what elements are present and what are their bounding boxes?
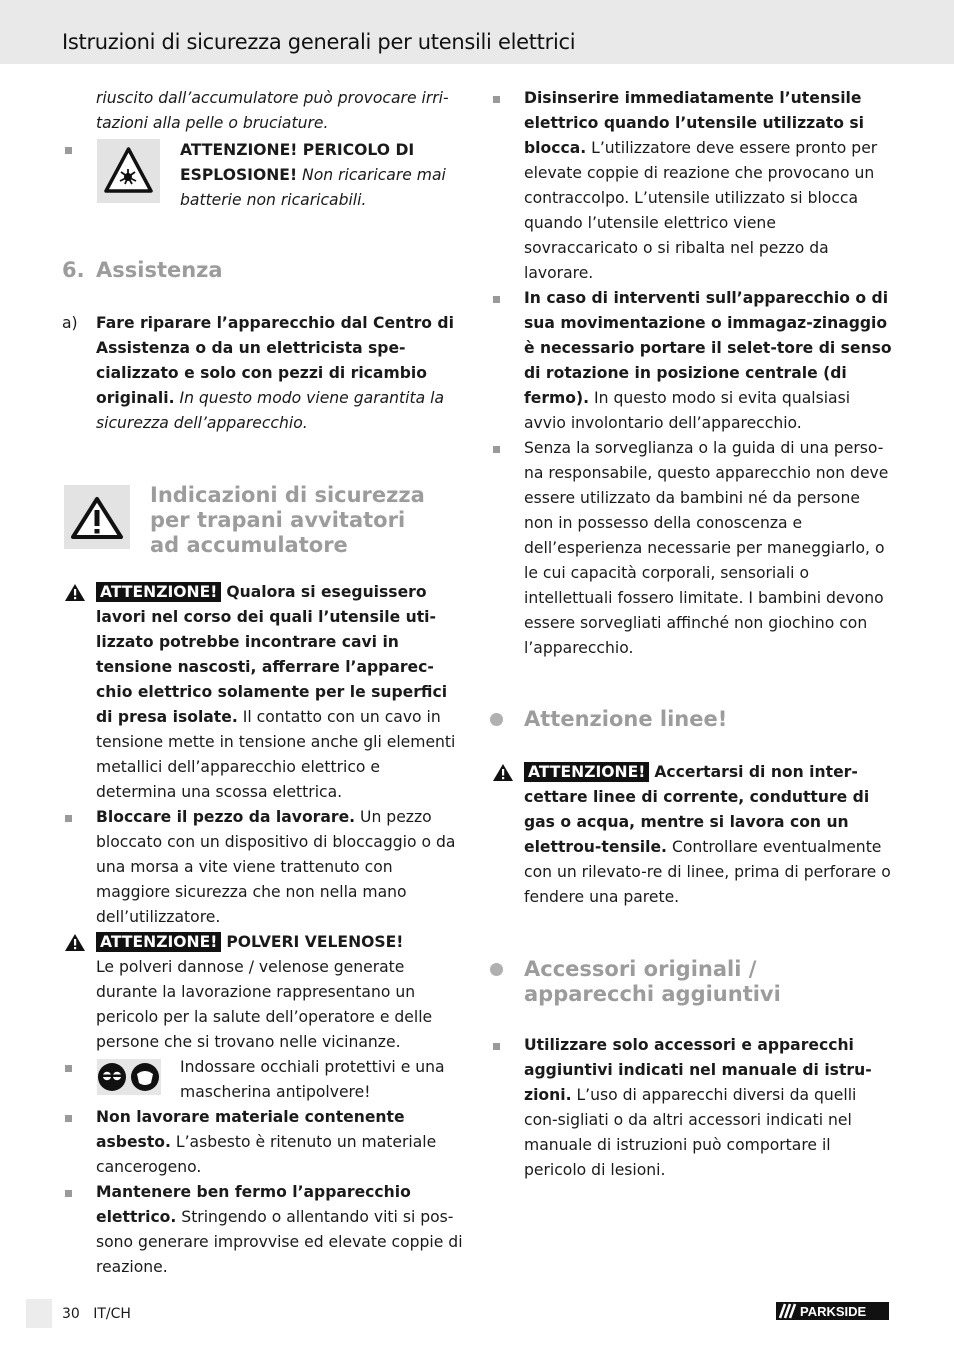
block-text: Un pezzo bloccato con un dispositivo di bloccaggio o da una morsa a vite viene trattenuto con maggiore sicurezza che non nella mano dell’utilizzatore. xyxy=(96,808,456,926)
warning-triangle-icon xyxy=(492,763,514,782)
footer-page xyxy=(62,1306,131,1322)
assist-title: Assistenza xyxy=(96,258,223,282)
r3-text: Senza la sorveglianza o la guida di una perso-na responsabile, questo apparecchio non deve essere utilizzato da bambini né da persone non in possesso della conoscenza e dell’esperienza necessarie per maneggiarlo, o le cui capacità corporali, sensoriali o intellettuali fossero limitate. I bambini devono essere sorvegliati affinché non giochino con l’apparecchio. xyxy=(524,439,889,657)
explosion-warning xyxy=(62,138,464,209)
goggles-item xyxy=(62,1055,464,1105)
explosion-note: Non ricaricare mai batterie non ricaricabili. xyxy=(180,166,446,209)
page-number: 30 xyxy=(62,1306,80,1322)
brand-name: PARKSIDE xyxy=(800,1304,867,1319)
bullet xyxy=(493,96,500,103)
list-item xyxy=(62,311,464,436)
list-item xyxy=(490,436,892,661)
bullet xyxy=(65,147,72,154)
explosion-icon xyxy=(97,139,160,203)
goggles-icon xyxy=(98,1063,126,1091)
assist-number: 6. xyxy=(62,258,85,282)
section-dot xyxy=(490,963,503,976)
item-a-note: In questo modo viene garantita la sicurezza dell’apparecchio. xyxy=(96,389,444,432)
attention-badge: ATTENZIONE! xyxy=(524,762,649,782)
list-item xyxy=(62,1180,464,1280)
cable-warning-bold: Qualora si eseguissero lavori nel corso dei quali l’utensile uti-lizzato potrebbe incontrare cavi in tensione nascosti, afferrare l’apparec-chio elettrico solamente per le superfici di presa isolate. xyxy=(96,583,448,726)
section-heading-block xyxy=(62,480,464,570)
acc-text: L’uso di apparecchi diversi da quelli con-sigliati o da altri accessori indicati nel manuale di istruzioni può comportare il pericolo di lesioni. xyxy=(524,1086,857,1179)
list-item xyxy=(490,86,892,286)
item-marker: a) xyxy=(62,314,78,332)
lines-text: Controllare eventualmente con un rilevato-re di linee, prima di perforare o fendere una parete. xyxy=(524,838,891,906)
lines-bold: Accertarsi di non inter-cettare linee di corrente, condutture di gas o acqua, mentre si lavora con un elettrou-tensile. xyxy=(524,763,870,856)
r2-bold: In caso di interventi sull’apparecchio o di sua movimentazione o immagaz-zinaggio è necessario portare il selet-tore di senso di rotazione in posizione centrale (di fermo). xyxy=(524,289,892,407)
asbestos-bold: Non lavorare materiale contenente asbesto. xyxy=(96,1108,405,1151)
language-code: IT/CH xyxy=(93,1306,131,1322)
r1-bold: Disinserire immediatamente l’utensile elettrico quando l’utensile utilizzato si blocca. xyxy=(524,89,864,157)
bullet xyxy=(65,815,72,822)
lines-warning xyxy=(490,760,892,910)
section-heading: Indicazioni di sicurezza per trapani avvitatori ad accumulatore xyxy=(150,483,425,557)
cable-warning-text: Il contatto con un cavo in tensione mette in tensione anche gli elementi metallici dell’apparecchio elettrico e determina una scossa elettrica. xyxy=(96,708,456,801)
page-title: Istruzioni di sicurezza generali per utensili elettrici xyxy=(62,30,576,54)
right-column xyxy=(490,86,892,1183)
warning-triangle-icon xyxy=(64,485,130,549)
left-column xyxy=(62,86,464,1280)
attention-badge: ATTENZIONE! xyxy=(96,582,221,602)
list-item xyxy=(62,1105,464,1180)
r2-text: In questo modo si evita qualsiasi avvio involontario dell’apparecchio. xyxy=(524,389,851,432)
lines-heading-block xyxy=(490,707,892,734)
assist-heading xyxy=(62,258,464,285)
protective-gear-icons xyxy=(97,1059,161,1095)
r1-text: L’utilizzatore deve essere pronto per elevate coppie di reazione che provocano un contraccolpo. L’utensile utilizzato si blocca quando l’utensile elettrico viene sovraccaricato o si ribalta nel pezzo da lavorare. xyxy=(524,139,878,282)
hold-bold: Mantenere ben fermo l’apparecchio elettrico. xyxy=(96,1183,411,1226)
lines-heading: Attenzione linee! xyxy=(524,707,728,731)
explosion-heading: ATTENZIONE! PERICOLO DI ESPLOSIONE! xyxy=(180,141,415,184)
dust-mask-icon xyxy=(131,1063,159,1091)
footer-tab xyxy=(26,1299,52,1328)
asbestos-text: L’asbesto è ritenuto un materiale cancerogeno. xyxy=(96,1133,437,1176)
item-a-bold: Fare riparare l’apparecchio dal Centro di Assistenza o da un elettricista spe-cializzato e solo con pezzi di ricambio originali. xyxy=(96,314,454,407)
intro-text: riuscito dall’accumulatore può provocare irri-tazioni alla pelle o bruciature. xyxy=(96,89,449,132)
bullet xyxy=(493,296,500,303)
section-dot xyxy=(490,713,503,726)
list-item xyxy=(62,805,464,930)
list-item xyxy=(490,1033,892,1183)
bullet xyxy=(65,1115,72,1122)
list-item xyxy=(490,286,892,436)
warning-triangle-icon xyxy=(64,583,86,602)
warning-triangle-icon xyxy=(64,933,86,952)
parkside-logo xyxy=(776,1302,889,1320)
bullet xyxy=(65,1190,72,1197)
acc-heading-block xyxy=(490,957,892,1007)
acc-heading: Accessori originali / apparecchi aggiuntivi xyxy=(524,957,781,1006)
acc-bold: Utilizzare solo accessori e apparecchi aggiuntivi indicati nel manuale di istru-zioni. xyxy=(524,1036,872,1104)
block-bold: Bloccare il pezzo da lavorare. xyxy=(96,808,356,826)
dust-bold: POLVERI VELENOSE! xyxy=(226,933,404,951)
goggles-text: Indossare occhiali protettivi e una mascherina antipolvere! xyxy=(180,1058,445,1101)
attention-badge: ATTENZIONE! xyxy=(96,932,221,952)
bullet xyxy=(65,1065,72,1072)
page-header xyxy=(0,0,954,64)
bullet xyxy=(493,1043,500,1050)
cable-warning xyxy=(62,580,464,805)
dust-warning xyxy=(62,930,464,1055)
bullet xyxy=(493,446,500,453)
dust-text: Le polveri dannose / velenose generate durante la lavorazione rappresentano un pericolo per la salute dell’operatore e delle persone che si trovano nelle vicinanze. xyxy=(96,958,433,1051)
hold-text: Stringendo o allentando viti si pos-sono generare improvvise ed elevate coppie di reazione. xyxy=(96,1208,463,1276)
